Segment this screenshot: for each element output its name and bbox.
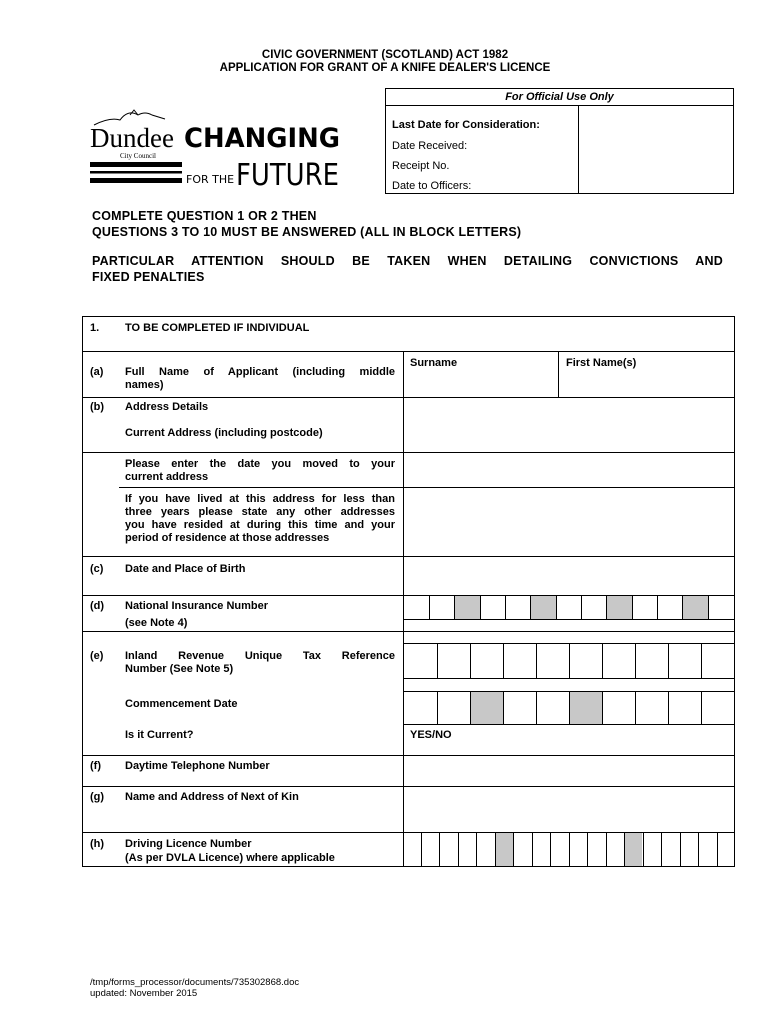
other-addresses-label-1: If you have lived at this address for less than (125, 493, 395, 505)
dob-place-label: Date and Place of Birth (125, 563, 246, 575)
footer-updated: updated: November 2015 (90, 988, 198, 999)
section-number: 1. (90, 322, 100, 334)
date-received-label: Date Received: (392, 140, 468, 152)
other-addresses-label-4: period of residence at those addresses (125, 532, 330, 544)
official-use-box (385, 88, 734, 194)
svg-text:FOR THE: FOR THE (186, 173, 235, 186)
yes-no-field[interactable]: YES/NO (410, 729, 452, 741)
commencement-date-label: Commencement Date (125, 698, 238, 710)
row-d-letter: (d) (90, 600, 105, 612)
row-e-letter: (e) (90, 650, 104, 662)
is-current-label: Is it Current? (125, 729, 194, 741)
svg-text:City Council: City Council (120, 152, 156, 160)
footer-path: /tmp/forms_processor/documents/735302868.doc (90, 977, 300, 988)
dundee-logo (90, 105, 345, 190)
row-c-letter: (c) (90, 563, 104, 575)
moved-date-field[interactable] (404, 453, 734, 487)
daytime-phone-label: Daytime Telephone Number (125, 760, 270, 772)
row-h-letter: (h) (90, 838, 105, 850)
row-g-letter: (g) (90, 791, 105, 803)
next-of-kin-label: Name and Address of Next of Kin (125, 791, 299, 803)
commencement-date-boxes[interactable] (404, 692, 734, 724)
svg-text:Dundee: Dundee (90, 123, 174, 153)
other-addresses-label-3: you have resided at during this time and your (125, 519, 395, 531)
official-use-title: For Official Use Only (386, 89, 733, 106)
form-title: APPLICATION FOR GRANT OF A KNIFE DEALER'S LICENCE (219, 62, 551, 74)
svg-text:CHANGING: CHANGING (184, 123, 340, 154)
row-f-letter: (f) (90, 760, 101, 772)
other-addresses-label-2: three years please state any other addresses (125, 506, 395, 518)
ni-number-label: National Insurance Number (125, 600, 269, 612)
instruction-line-4: FIXED PENALTIES (92, 270, 205, 284)
ni-note-label: (see Note 4) (125, 617, 188, 629)
moved-date-label-cont: current address (125, 471, 209, 483)
ni-number-boxes[interactable] (404, 596, 734, 619)
svg-text:FUTURE: FUTURE (236, 158, 339, 190)
first-names-field[interactable]: First Name(s) (566, 357, 637, 369)
moved-date-label: Please enter the date you moved to your (125, 458, 395, 470)
full-name-label-cont: names) (125, 379, 164, 391)
instruction-line-3: PARTICULAR ATTENTION SHOULD BE TAKEN WHEN DETAILING CONVICTIONS AND (92, 254, 723, 268)
driving-licence-label: Driving Licence Number (125, 838, 252, 850)
instruction-line-2: QUESTIONS 3 TO 10 MUST BE ANSWERED (ALL IN BLOCK LETTERS) (92, 225, 522, 239)
individual-details-form (82, 316, 735, 867)
current-address-label: Current Address (including postcode) (125, 427, 323, 439)
daytime-phone-field[interactable] (404, 756, 734, 786)
form-act-title: CIVIC GOVERNMENT (SCOTLAND) ACT 1982 (261, 49, 509, 61)
last-date-label: Last Date for Consideration: (392, 119, 540, 131)
dob-place-field[interactable] (404, 557, 734, 595)
section-title: TO BE COMPLETED IF INDIVIDUAL (125, 322, 310, 334)
current-address-field[interactable] (404, 398, 734, 452)
surname-field[interactable]: Surname (410, 357, 458, 369)
driving-licence-note: (As per DVLA Licence) where applicable (125, 852, 335, 864)
instruction-line-1: COMPLETE QUESTION 1 OR 2 THEN (92, 209, 317, 223)
row-b-letter: (b) (90, 401, 105, 413)
date-to-officers-label: Date to Officers: (392, 180, 472, 192)
driving-licence-boxes[interactable] (404, 833, 734, 866)
address-details-label: Address Details (125, 401, 209, 413)
logo-graphic (90, 105, 345, 190)
full-name-label: Full Name of Applicant (including middle (125, 366, 395, 378)
next-of-kin-field[interactable] (404, 787, 734, 832)
other-addresses-field[interactable] (404, 488, 734, 556)
tax-ref-boxes[interactable] (404, 644, 734, 678)
tax-ref-label-cont: Number (See Note 5) (125, 663, 234, 675)
tax-ref-label: Inland Revenue Unique Tax Reference (125, 650, 395, 662)
row-a-letter: (a) (90, 366, 104, 378)
receipt-no-label: Receipt No. (392, 160, 450, 172)
